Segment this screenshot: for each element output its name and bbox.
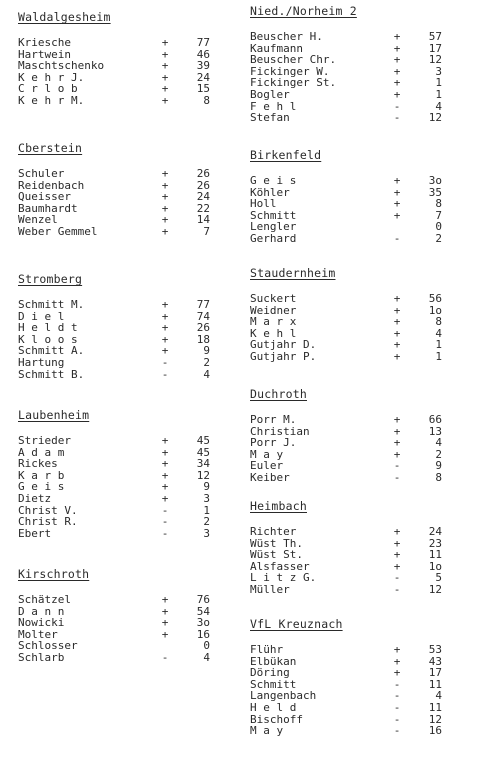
player-name: Kriesche <box>18 36 71 49</box>
score-value: 1 <box>435 349 442 363</box>
player-name: Gerhard <box>250 231 297 245</box>
player-name: Keiber <box>250 470 290 484</box>
score-value: 45 <box>196 445 210 459</box>
player-name: Flühr <box>250 643 284 656</box>
score-sign: + <box>161 344 169 358</box>
score-sign: + <box>393 185 401 199</box>
player-name: Schlosser <box>18 639 78 653</box>
player-row <box>250 414 475 426</box>
player-name: G e i s <box>250 174 297 187</box>
player-name: Fickinger St. <box>250 76 337 90</box>
score-sign: + <box>161 190 169 204</box>
player-name: Hartwein <box>18 47 71 61</box>
score-sign: + <box>161 309 169 323</box>
score-value: 3 <box>435 64 442 78</box>
team-name: Waldalgesheim <box>18 10 111 24</box>
player-name: Reidenbach <box>18 178 85 192</box>
score-value: 26 <box>196 178 210 192</box>
score-value: 4 <box>435 436 442 450</box>
score-sign: - <box>393 99 401 113</box>
player-name: Alsfasser <box>250 559 310 573</box>
score-sign: + <box>393 536 401 550</box>
player-name: Porr M. <box>250 413 297 426</box>
team-block <box>18 567 243 664</box>
score-value: 26 <box>196 321 210 335</box>
score-sign: + <box>161 70 169 84</box>
score-sign: + <box>393 413 401 426</box>
score-value: 13 <box>428 424 442 438</box>
score-sign: + <box>161 593 169 606</box>
score-sign: + <box>393 303 401 317</box>
score-sign: + <box>161 82 169 96</box>
score-value: 8 <box>435 470 442 484</box>
score-sign: + <box>393 174 401 187</box>
player-name: Wüst Th. <box>250 536 303 550</box>
team-block <box>250 499 475 596</box>
score-sign: - <box>393 571 401 585</box>
score-value: 43 <box>428 654 442 668</box>
score-value: 53 <box>428 643 442 656</box>
score-value: 2 <box>203 355 210 369</box>
player-list <box>250 293 475 363</box>
player-name: Beuscher H. <box>250 30 323 43</box>
player-name: M a y <box>250 447 284 461</box>
score-value: 35 <box>428 185 442 199</box>
player-list <box>18 594 243 664</box>
player-name: Christian <box>250 424 310 438</box>
score-value: 7 <box>203 224 210 238</box>
player-name: Köhler <box>250 185 290 199</box>
player-list <box>250 526 475 596</box>
player-name: Weber Gemmel <box>18 224 98 238</box>
player-list <box>250 414 475 484</box>
player-name: Queisser <box>18 190 71 204</box>
score-value: 57 <box>428 30 442 43</box>
score-value: 9 <box>203 480 210 494</box>
score-value: 16 <box>196 627 210 641</box>
player-row <box>18 594 243 606</box>
score-value: 12 <box>428 53 442 67</box>
score-value: 74 <box>196 309 210 323</box>
player-name: D a n n <box>18 604 65 618</box>
player-row <box>18 493 243 505</box>
player-name: Holl <box>250 197 277 211</box>
score-value: 3o <box>196 616 210 630</box>
score-sign: + <box>393 424 401 438</box>
score-value: 22 <box>196 201 210 215</box>
player-name: K l o o s <box>18 332 78 346</box>
player-name: Wüst St. <box>250 548 303 562</box>
player-row <box>250 644 475 656</box>
player-name: Schmitt <box>250 677 297 691</box>
score-value: 4 <box>435 689 442 703</box>
team-block <box>18 141 243 238</box>
score-sign: - <box>161 650 169 664</box>
player-name: M a r x <box>250 315 297 329</box>
player-name: Hartung <box>18 355 65 369</box>
score-value: 4 <box>435 99 442 113</box>
player-name: C r l o b <box>18 82 78 96</box>
score-value: 15 <box>196 82 210 96</box>
player-list <box>18 299 243 380</box>
player-name: Molter <box>18 627 58 641</box>
player-name: Döring <box>250 666 290 680</box>
team-block <box>18 408 243 539</box>
score-value: 26 <box>196 167 210 180</box>
score-value: 8 <box>203 93 210 107</box>
player-name: Beuscher Chr. <box>250 53 337 67</box>
score-value: 12 <box>428 712 442 726</box>
player-name: Lengler <box>250 220 297 234</box>
score-value: 46 <box>196 47 210 61</box>
score-sign: - <box>393 724 401 738</box>
player-name: Fickinger W. <box>250 64 330 78</box>
score-value: 14 <box>196 213 210 227</box>
score-sign: + <box>393 643 401 656</box>
score-value: 2 <box>203 515 210 529</box>
player-name: Christ V. <box>18 503 78 517</box>
score-value: 8 <box>435 197 442 211</box>
player-name: Gutjahr P. <box>250 349 317 363</box>
score-sign: + <box>161 167 169 180</box>
team-name: Nied./Norheim 2 <box>250 4 357 18</box>
score-value: 56 <box>428 292 442 305</box>
score-sign: + <box>161 468 169 482</box>
score-value: 9 <box>203 344 210 358</box>
score-sign: + <box>393 326 401 340</box>
player-name: Euler <box>250 459 284 473</box>
score-sign: + <box>393 76 401 90</box>
score-sign: - <box>393 111 401 125</box>
player-name: Stefan <box>250 111 290 125</box>
player-row <box>250 584 475 596</box>
score-sign: - <box>161 503 169 517</box>
team-name: Laubenheim <box>18 408 90 422</box>
score-value: 16 <box>428 724 442 738</box>
team-block <box>250 148 475 245</box>
player-row <box>250 175 475 187</box>
player-list <box>18 435 243 539</box>
player-name: Maschtschenko <box>18 59 105 73</box>
player-name: Schuler <box>18 167 65 180</box>
player-name: H e l d t <box>18 321 78 335</box>
player-name: Wenzel <box>18 213 58 227</box>
score-sign: + <box>393 436 401 450</box>
score-value: 1 <box>435 87 442 101</box>
score-sign: - <box>393 231 401 245</box>
player-name: Weidner <box>250 303 297 317</box>
score-value: 4 <box>435 326 442 340</box>
score-value: 11 <box>428 677 442 691</box>
player-name: Elbükan <box>250 654 297 668</box>
player-row <box>250 725 475 737</box>
player-name: Langenbach <box>250 689 317 703</box>
team-name: Duchroth <box>250 387 307 401</box>
player-name: Baumhardt <box>18 201 78 215</box>
score-value: 66 <box>428 413 442 426</box>
score-sign: + <box>393 349 401 363</box>
player-list <box>250 175 475 245</box>
player-name: Suckert <box>250 292 297 305</box>
score-value: 39 <box>196 59 210 73</box>
score-sign: - <box>393 582 401 596</box>
score-value: 76 <box>196 593 210 606</box>
team-block <box>250 617 475 737</box>
score-sign: + <box>161 224 169 238</box>
score-sign: - <box>393 459 401 473</box>
team-name: Heimbach <box>250 499 307 513</box>
player-row <box>250 293 475 305</box>
player-name: Gutjahr D. <box>250 338 317 352</box>
player-name: K e h r M. <box>18 93 85 107</box>
player-name: Schmitt B. <box>18 367 85 381</box>
score-value: 3 <box>203 526 210 540</box>
player-name: F e h l <box>250 99 297 113</box>
score-value: 7 <box>435 208 442 222</box>
player-name: Strieder <box>18 434 71 447</box>
score-sign: + <box>161 59 169 73</box>
score-sign: + <box>161 298 169 311</box>
score-sign: + <box>393 41 401 55</box>
score-value: 2 <box>435 231 442 245</box>
score-value: 12 <box>196 468 210 482</box>
score-sign: - <box>161 526 169 540</box>
player-name: Rickes <box>18 457 58 471</box>
score-sign: + <box>393 87 401 101</box>
player-name: Bogler <box>250 87 290 101</box>
player-name: Nowicki <box>18 616 65 630</box>
player-row <box>18 168 243 180</box>
score-value: 17 <box>428 41 442 55</box>
score-sign: + <box>161 213 169 227</box>
score-value: 0 <box>203 639 210 653</box>
score-sign: + <box>161 616 169 630</box>
score-sign: + <box>161 47 169 61</box>
score-value: 5 <box>435 571 442 585</box>
player-row <box>250 31 475 43</box>
score-value: 0 <box>435 220 442 234</box>
score-value: 2 <box>435 447 442 461</box>
score-sign: + <box>161 178 169 192</box>
score-sign: + <box>393 53 401 67</box>
player-list <box>18 168 243 238</box>
score-value: 1o <box>428 559 442 573</box>
player-row <box>250 89 475 101</box>
player-name: G e i s <box>18 480 65 494</box>
score-sign: + <box>393 197 401 211</box>
score-value: 77 <box>196 36 210 49</box>
score-value: 24 <box>196 190 210 204</box>
player-row <box>18 652 243 664</box>
score-sign: + <box>161 201 169 215</box>
player-name: Schlarb <box>18 650 65 664</box>
player-row <box>250 112 475 124</box>
team-name: Staudernheim <box>250 266 336 280</box>
score-sign: + <box>393 292 401 305</box>
score-sign: + <box>161 445 169 459</box>
score-sign: + <box>393 315 401 329</box>
score-sign: - <box>161 515 169 529</box>
player-name: Ebert <box>18 526 52 540</box>
score-value: 1 <box>435 338 442 352</box>
player-row <box>250 233 475 245</box>
team-name: VfL Kreuznach <box>250 617 343 631</box>
player-row <box>18 528 243 540</box>
player-name: D i e l <box>18 309 65 323</box>
score-sign: + <box>393 666 401 680</box>
score-sign: + <box>161 627 169 641</box>
score-value: 18 <box>196 332 210 346</box>
score-value: 11 <box>428 548 442 562</box>
score-value: 12 <box>428 582 442 596</box>
player-row <box>18 357 243 369</box>
score-value: 8 <box>435 315 442 329</box>
score-sign: + <box>393 654 401 668</box>
score-value: 1 <box>203 503 210 517</box>
score-value: 4 <box>203 367 210 381</box>
player-row <box>18 299 243 311</box>
score-sign: + <box>161 321 169 335</box>
score-value: 17 <box>428 666 442 680</box>
player-name: Porr J. <box>250 436 297 450</box>
score-value: 24 <box>196 70 210 84</box>
team-block <box>250 266 475 363</box>
team-block <box>250 4 475 124</box>
player-row <box>18 37 243 49</box>
score-sign: + <box>393 208 401 222</box>
player-name: Kaufmann <box>250 41 303 55</box>
player-name: K a r b <box>18 468 65 482</box>
player-row <box>18 516 243 528</box>
score-value: 34 <box>196 457 210 471</box>
player-row <box>18 369 243 381</box>
player-row <box>18 95 243 107</box>
team-block <box>18 10 243 107</box>
player-list <box>250 31 475 124</box>
score-sign: - <box>393 677 401 691</box>
score-value: 1o <box>428 303 442 317</box>
player-row <box>250 702 475 714</box>
score-sign: + <box>393 559 401 573</box>
score-sign: - <box>393 470 401 484</box>
score-value: 11 <box>428 700 442 714</box>
player-name: H e l d <box>250 700 297 714</box>
score-value: 9 <box>435 459 442 473</box>
player-name: K e h r J. <box>18 70 85 84</box>
player-row <box>250 472 475 484</box>
team-name: Birkenfeld <box>250 148 322 162</box>
score-value: 45 <box>196 434 210 447</box>
player-name: Müller <box>250 582 290 596</box>
player-name: M a y <box>250 724 284 738</box>
player-row <box>250 526 475 538</box>
score-sign: + <box>161 434 169 447</box>
player-name: A d a m <box>18 445 65 459</box>
player-name: Dietz <box>18 491 52 505</box>
score-sign: + <box>393 64 401 78</box>
score-value: 3 <box>203 491 210 505</box>
player-row <box>18 435 243 447</box>
team-name: Cberstein <box>18 141 83 155</box>
score-sign: + <box>393 525 401 538</box>
score-sign: - <box>161 355 169 369</box>
player-name: Christ R. <box>18 515 78 529</box>
player-row <box>250 351 475 363</box>
score-value: 3o <box>428 174 442 187</box>
score-sign: + <box>393 338 401 352</box>
score-sign: + <box>161 36 169 49</box>
player-name: Schmitt A. <box>18 344 85 358</box>
team-block <box>250 387 475 484</box>
score-sign: + <box>161 332 169 346</box>
score-sign: + <box>393 30 401 43</box>
player-name: Bischoff <box>250 712 303 726</box>
team-name: Stromberg <box>18 272 83 286</box>
score-sign: + <box>393 447 401 461</box>
player-name: Richter <box>250 525 297 538</box>
score-value: 1 <box>435 76 442 90</box>
team-block <box>18 272 243 380</box>
score-sign: + <box>161 604 169 618</box>
score-value: 23 <box>428 536 442 550</box>
player-list <box>250 644 475 737</box>
score-value: 77 <box>196 298 210 311</box>
player-name: K e h l <box>250 326 297 340</box>
score-value: 4 <box>203 650 210 664</box>
score-sign: + <box>161 93 169 107</box>
score-sign: - <box>393 712 401 726</box>
player-row <box>18 226 243 238</box>
player-name: Schmitt M. <box>18 298 85 311</box>
player-list <box>18 37 243 107</box>
team-name: Kirschroth <box>18 567 90 581</box>
score-sign: + <box>161 491 169 505</box>
player-name: Schätzel <box>18 593 71 606</box>
player-name: L i t z G. <box>250 571 317 585</box>
score-sign: - <box>161 367 169 381</box>
score-sign: + <box>161 457 169 471</box>
score-sign: + <box>161 480 169 494</box>
score-value: 12 <box>428 111 442 125</box>
score-value: 54 <box>196 604 210 618</box>
score-value: 24 <box>428 525 442 538</box>
score-sign: + <box>393 548 401 562</box>
score-sign: - <box>393 689 401 703</box>
score-sign: - <box>393 700 401 714</box>
player-name: Schmitt <box>250 208 297 222</box>
